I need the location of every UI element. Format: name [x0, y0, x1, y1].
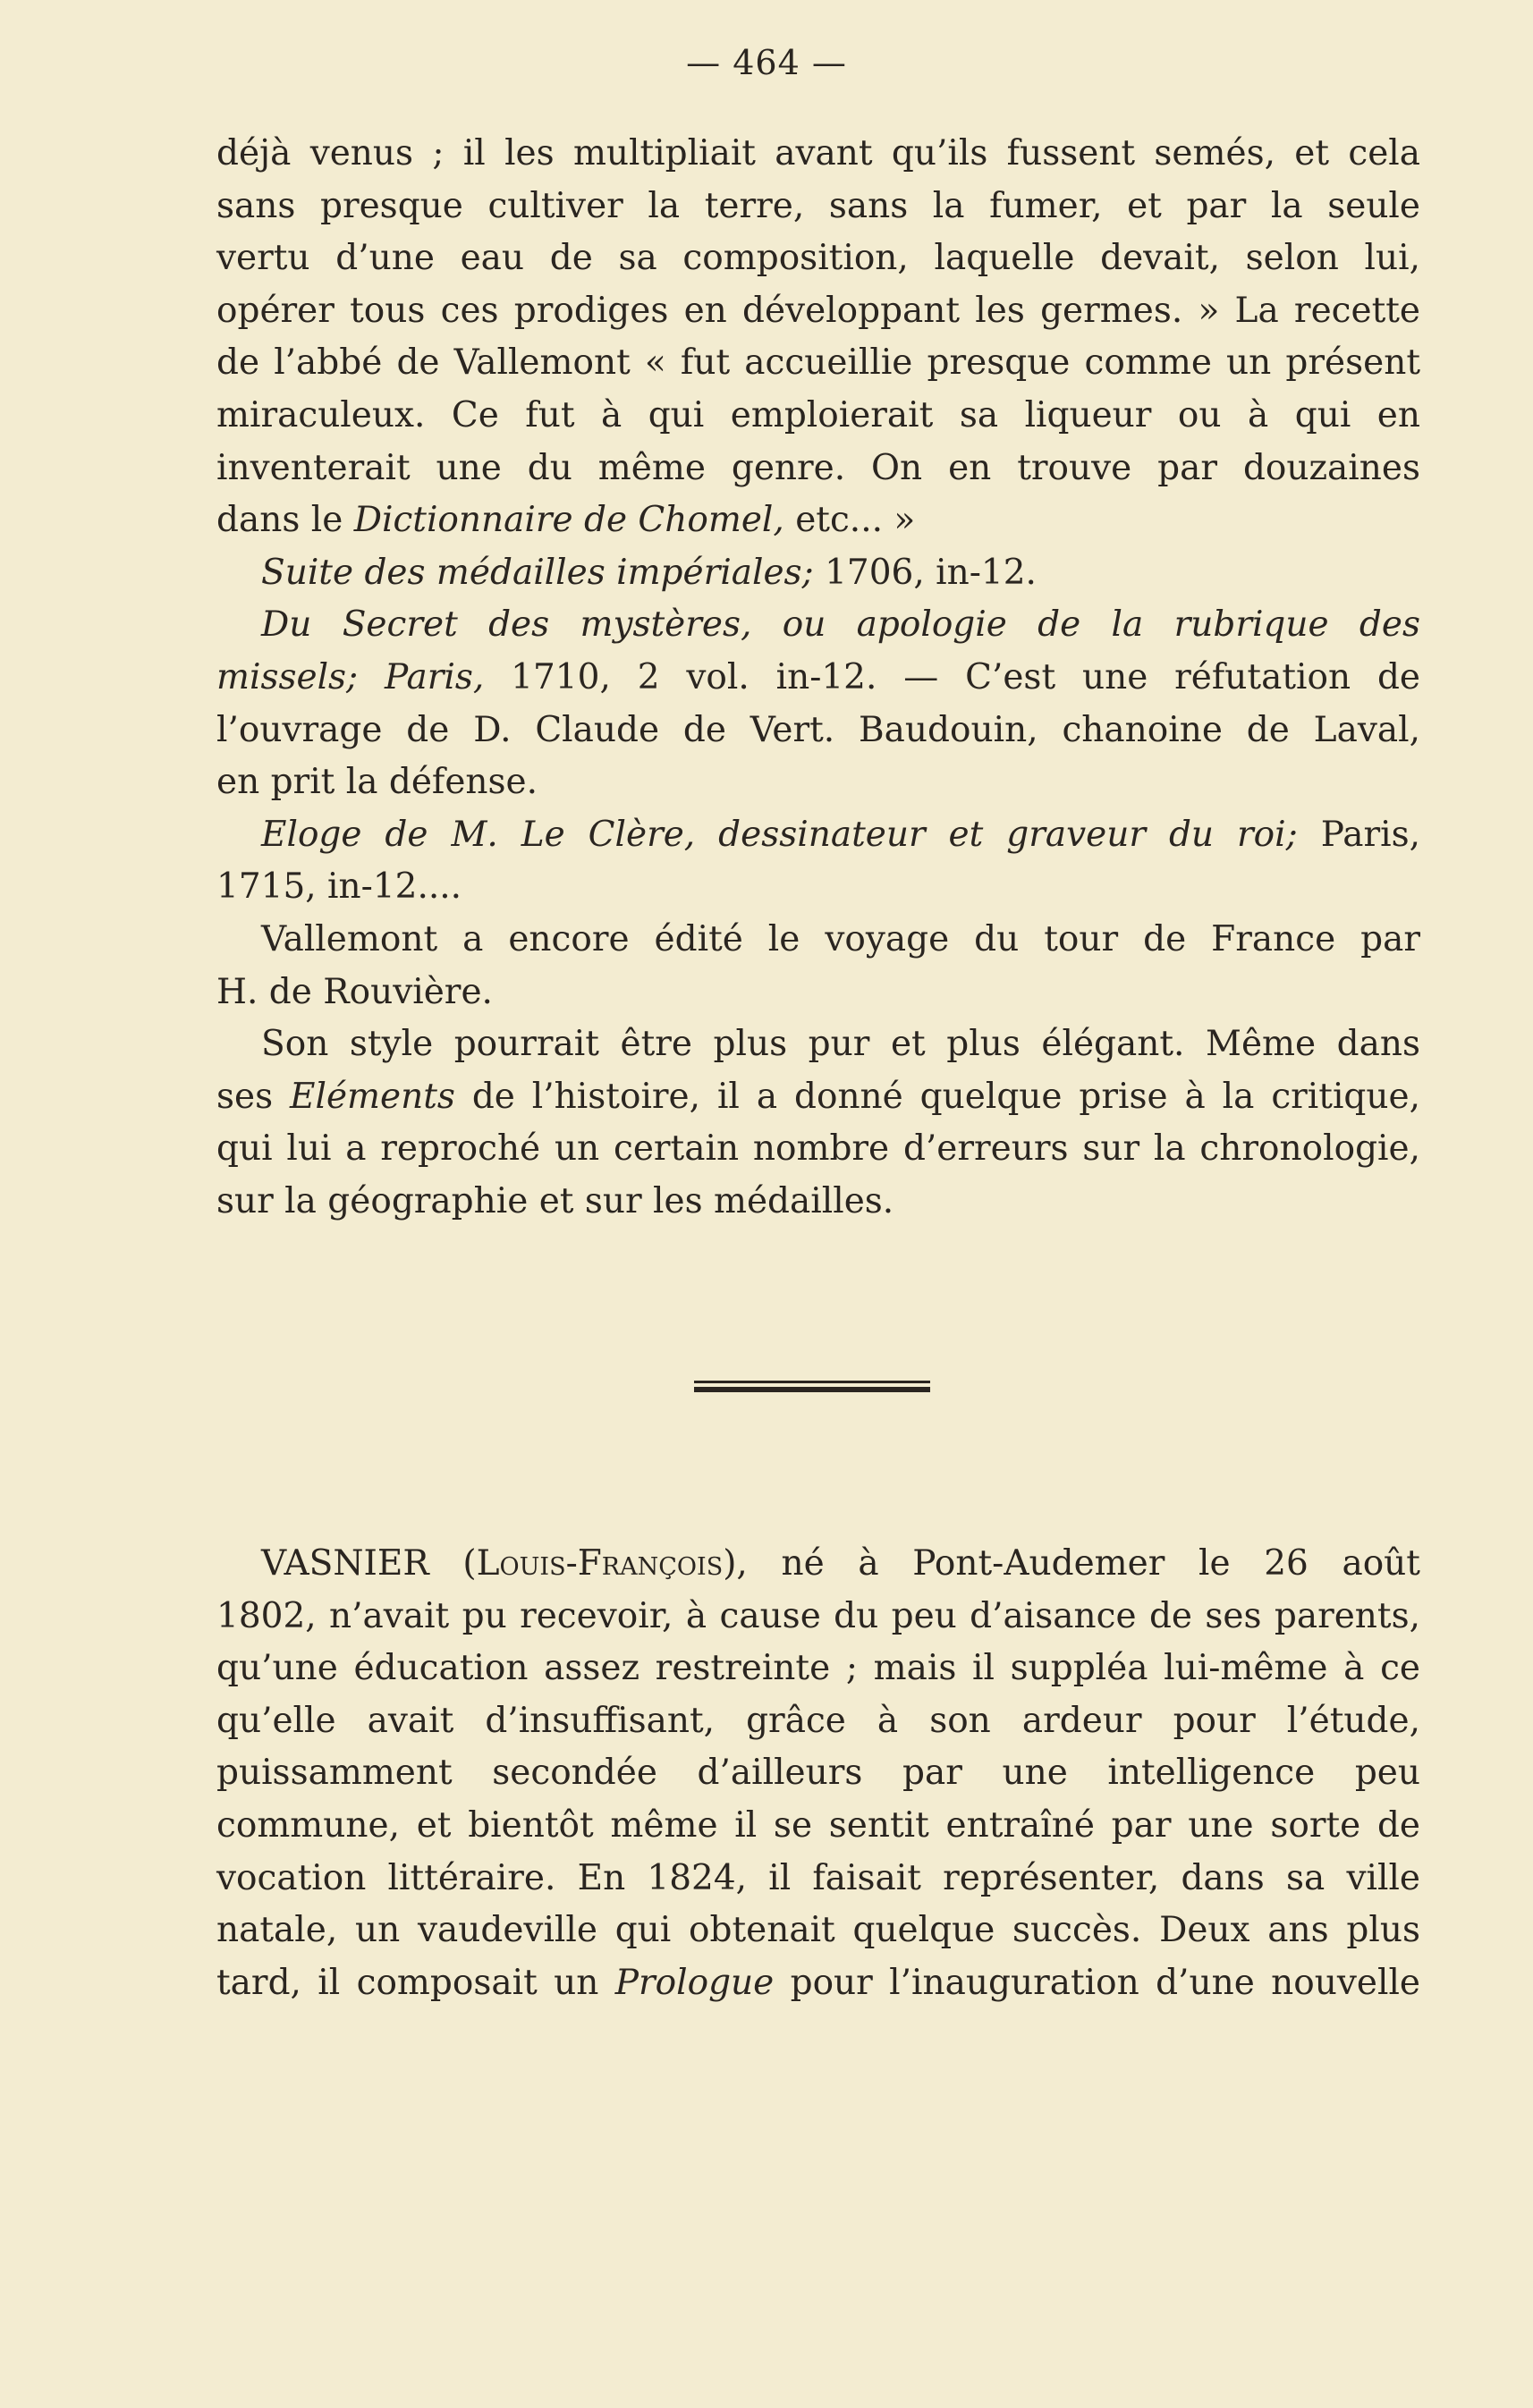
- bibliography-entry: Eloge de M. Le Clère, dessinateur et graveur du roi; Paris,: [261, 814, 1420, 855]
- text-line: dans le Dictionnaire de Chomel, etc... »: [216, 500, 916, 541]
- text-line: inventerait une du même genre. On en trouve par douzaines: [216, 447, 1420, 488]
- upper-text-block: [216, 128, 1420, 1228]
- page-number: — 464 —: [686, 43, 847, 82]
- paragraph-start: Vallemont a encore édité le voyage du tour de France par: [261, 918, 1420, 959]
- work-title: Eloge de M. Le Clère, dessinateur et graveur du roi;: [261, 814, 1298, 855]
- paragraph-start: Son style pourrait être plus pur et plus élégant. Même dans: [261, 1024, 1420, 1065]
- work-title: Dictionnaire de Chomel,: [353, 500, 784, 541]
- entry-name: VASNIER: [261, 1543, 429, 1584]
- entry-firstnames: (Louis-François),: [462, 1543, 748, 1584]
- text-line: en prit la défense.: [216, 762, 538, 803]
- work-title: missels; Paris,: [216, 656, 485, 697]
- work-title: Eléments: [290, 1076, 455, 1117]
- text-line: natale, un vaudeville qui obtenait quelque succès. Deux ans plus: [216, 1910, 1420, 1951]
- bibliography-entry: [216, 599, 1420, 652]
- text-line: H. de Rouvière.: [216, 971, 493, 1012]
- text-line: qui lui a reproché un certain nombre d’erreurs sur la chronologie,: [216, 1128, 1420, 1170]
- text-line: 1802, n’avait pu recevoir, à cause du peu d’aisance de ses parents,: [216, 1595, 1420, 1636]
- text-line: l’ouvrage de D. Claude de Vert. Baudouin, chanoine de Laval,: [216, 709, 1420, 750]
- text-line: opérer tous ces prodiges en développant les germes. » La recette: [216, 290, 1420, 331]
- section-divider: [694, 1381, 930, 1393]
- text-line: sur la géographie et sur les médailles.: [216, 1180, 894, 1221]
- text-line: qu’une éducation assez restreinte ; mais il suppléa lui-même à ce: [216, 1648, 1420, 1689]
- lower-text-block: [216, 1538, 1420, 2009]
- text-line: missels; Paris, 1710, 2 vol. in-12. — C’est une réfutation de: [216, 656, 1420, 697]
- text-line: miraculeux. Ce fut à qui emploierait sa liqueur ou à qui en: [216, 394, 1420, 435]
- text-line: qu’elle avait d’insuffisant, grâce à son ardeur pour l’étude,: [216, 1700, 1420, 1741]
- text-line: tard, il composait un Prologue pour l’inauguration d’une nouvelle: [216, 1962, 1420, 2003]
- text-line: sans presque cultiver la terre, sans la fumer, et par la seule: [216, 185, 1420, 226]
- work-title: Prologue: [614, 1962, 775, 2003]
- text-line: puissamment secondée d’ailleurs par une intelligence peu: [216, 1753, 1420, 1794]
- text-line: ses Eléments de l’histoire, il a donné quelque prise à la critique,: [216, 1076, 1420, 1117]
- bibliography-entry: Suite des médailles impériales; 1706, in-12.: [261, 552, 1037, 593]
- text-line: 1715, in-12....: [216, 866, 462, 908]
- text-line: vocation littéraire. En 1824, il faisait représenter, dans sa ville: [216, 1857, 1420, 1898]
- entry-heading-line: VASNIER (Louis-François), né à Pont-Audemer le 26 août: [261, 1543, 1420, 1584]
- work-title: Suite des médailles impériales;: [261, 552, 814, 593]
- text-line: déjà venus ; il les multipliait avant qu’ils fussent semés, et cela: [216, 133, 1420, 173]
- work-title: Du Secret des mystères, ou apologie de la rubrique des: [261, 604, 1420, 646]
- text-line: de l’abbé de Vallemont « fut accueillie presque comme un présent: [216, 342, 1420, 384]
- text-line: commune, et bientôt même il se sentit entraîné par une sorte de: [216, 1804, 1420, 1846]
- text-line: vertu d’une eau de sa composition, laquelle devait, selon lui,: [216, 238, 1420, 279]
